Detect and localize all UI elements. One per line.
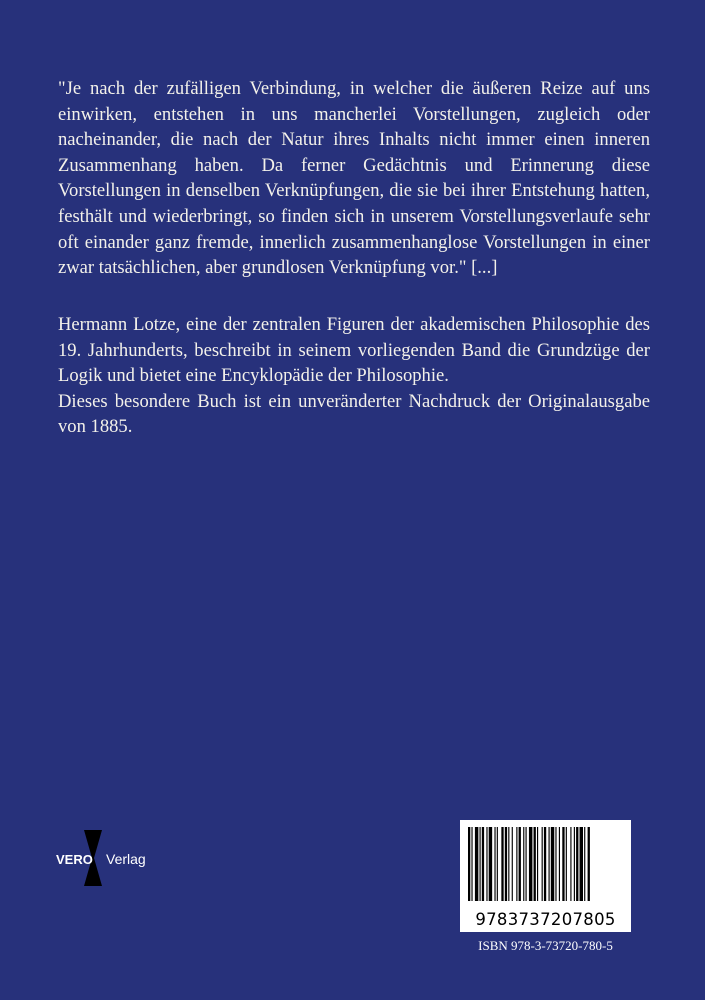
barcode-bar — [544, 827, 546, 901]
publisher-logo — [54, 828, 164, 888]
barcode-bar — [537, 827, 538, 901]
barcode-bar — [471, 827, 472, 901]
isbn-label: ISBN 978-3-73720-780-5 — [478, 938, 613, 953]
barcode-bar — [468, 827, 470, 901]
barcode-bar — [494, 827, 495, 901]
barcode-bar — [562, 827, 564, 901]
vero-verlag-logo-icon — [54, 828, 164, 888]
barcode-bar — [574, 827, 575, 901]
barcode-bar — [570, 827, 571, 901]
barcode-bar — [486, 827, 487, 901]
barcode-bar — [512, 827, 513, 901]
barcode-bar — [580, 827, 583, 901]
barcode-bar — [482, 827, 484, 901]
barcode-bar — [529, 827, 532, 901]
barcode-bar — [566, 827, 567, 901]
description-paragraph-2: Dieses besondere Buch ist ein unveränderter Nachdruck der Originalausgabe von 1885. — [58, 390, 650, 438]
barcode-bar — [501, 827, 503, 901]
barcode-bar — [480, 827, 481, 901]
barcode-bar — [523, 827, 524, 901]
barcode-bar — [555, 827, 556, 901]
barcode-bar — [584, 827, 585, 901]
barcode-bar — [549, 827, 550, 901]
back-cover-quote: "Je nach der zufälligen Verbindung, in welcher die äußeren Reize auf uns einwirken, entstehen in uns mancherlei Vorstellungen, zugleich oder nacheinander, die nach der Natur ihres Inhalts nicht immer einen inneren Zusammenhang haben. Da ferner Gedächtnis und Erinnerung diese Vorstellungen in denselben Verknüpfungen, die sie bei ihrer Entstehung hatten, festhält und wiederbringt, so finden sich in unserem Vorstellungsverlaufe sehr oft einander ganz fremde, innerlich zusammenhanglose Vorstellungen in einer zwar tatsächlichen, aber grundlosen Verknüpfung vor." [...] — [58, 78, 650, 279]
barcode-bar — [526, 827, 527, 901]
barcode-bar — [576, 827, 578, 901]
barcode — [460, 820, 631, 932]
logo-text-verlag: Verlag — [106, 851, 146, 867]
barcode-bar — [551, 827, 554, 901]
barcode-bar — [542, 827, 543, 901]
barcode-digits: 9783737207805 — [475, 910, 616, 929]
logo-text-vero: VERO — [56, 852, 93, 867]
barcode-bar — [508, 827, 509, 901]
barcode-bar — [475, 827, 478, 901]
book-description — [58, 312, 650, 440]
barcode-bar — [497, 827, 498, 901]
barcode-bar — [534, 827, 536, 901]
barcode-bar — [489, 827, 492, 901]
barcode-bar — [519, 827, 521, 901]
barcode-bar — [559, 827, 560, 901]
barcode-bar — [516, 827, 517, 901]
barcode-bars — [466, 827, 625, 901]
barcode-bar — [505, 827, 507, 901]
description-paragraph-1: Hermann Lotze, eine der zentralen Figuren der akademischen Philosophie des 19. Jahrhunderts, beschreibt in seinem vorliegenden Band die Grundzüge der Logik und bietet eine Encyklopädie der Philosophie. — [58, 314, 650, 387]
barcode-bar — [588, 827, 590, 901]
